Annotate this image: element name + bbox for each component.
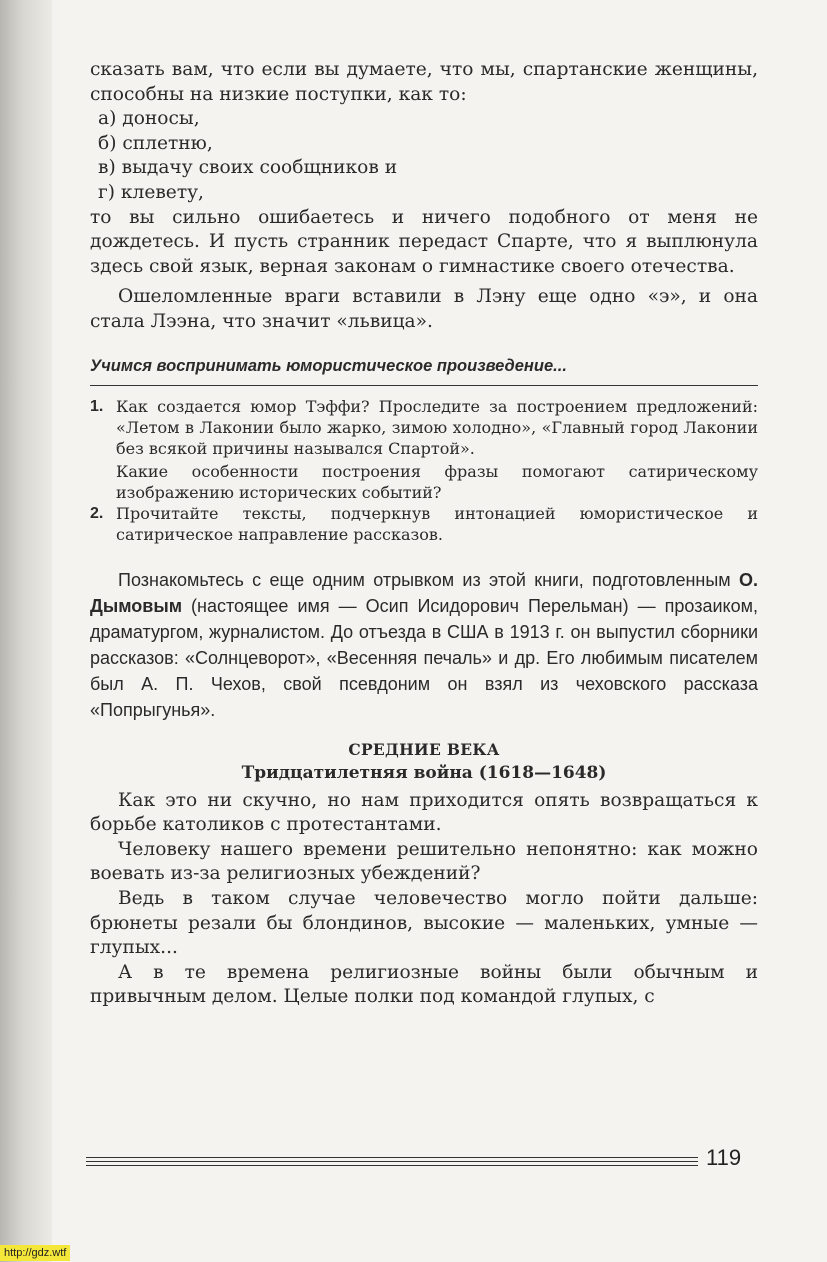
list [90,107,758,205]
paragraph-after-list: то вы сильно ошибаетесь и ничего подобного от меня не дождетесь. И пусть странник передаст Спарте, что я выплюнула здесь свой язык, верная законам о гимнастике своего отечества. [90,206,758,277]
list-item: в) выдачу своих сообщников и [98,157,398,179]
intro-paragraph [90,567,758,723]
chapter-paragraph: Человеку нашего времени решительно непонятно: как можно воевать из-за религиозных убеждений? [90,838,758,885]
task-item [90,503,758,545]
list-item: г) клевету, [98,181,204,203]
paragraph-end: Ошеломленные враги вставили в Лэну еще одно «э», и она стала Лээна, что значит «львица». [90,286,758,332]
task-subtext: Какие особенности построения фразы помогают сатирическому изображению исторических событий? [116,461,758,502]
list-item: а) доносы, [98,108,200,130]
chapter-heading: СРЕДНИЕ ВЕКА [348,739,500,759]
intro-text-after: (настоящее имя — Осип Исидорович Перельман) — прозаиком, драматургом, журналистом. До отъезда в США в 1913 г. он выпустил сборники рассказов: «Солнцеворот», «Весенняя печаль» и др. Его любимым писателем был А. П. Чехов, свой псевдоним он взял из чеховского рассказа «Попрыгунья». [90,595,758,720]
list-item: б) сплетню, [98,132,213,154]
chapter-paragraph: Как это ни скучно, но нам приходится опять возвращаться к борьбе католиков с протестантами. [90,789,758,836]
task-item [90,396,758,503]
author-name: О. Дымовым [90,569,758,616]
chapter-subheading: Тридцатилетняя война (1618—1648) [241,762,607,783]
footer-rule [86,1157,698,1169]
paragraph-top: сказать вам, что если вы думаете, что мы, спартанские женщины, способны на низкие поступки, как то: [90,59,758,105]
chapter-paragraph: Ведь в таком случае человечество могло пойти дальше: брюнеты резали бы блондинов, высокие — маленьких, умные — глупых... [90,887,758,959]
task-text: Как создается юмор Тэффи? Проследите за построением предложений: «Летом в Лаконии было жарко, зимою холодно», «Главный город Лаконии без всякой причины назывался Спартой». [116,396,758,458]
task-number: 2. [90,504,104,522]
page-content [90,58,758,1010]
task-text: Прочитайте тексты, подчеркнув интонацией юмористическое и сатирическое направление рассказов. [116,503,758,544]
chapter-paragraph: А в те времена религиозные войны были обычным и привычным делом. Целые полки под командой глупых, с [90,961,758,1008]
task-number: 1. [90,397,104,415]
section-title: Учимся воспринимать юмористическое произведение... [90,356,567,375]
page-number: 119 [706,1145,742,1170]
intro-text-before: Познакомьтесь с еще одним отрывком из этой книги, подготовленным [118,569,739,590]
book-spine-shadow [0,0,52,1262]
watermark-link[interactable]: http://gdz.wtf [0,1245,70,1261]
section-divider [90,385,758,386]
